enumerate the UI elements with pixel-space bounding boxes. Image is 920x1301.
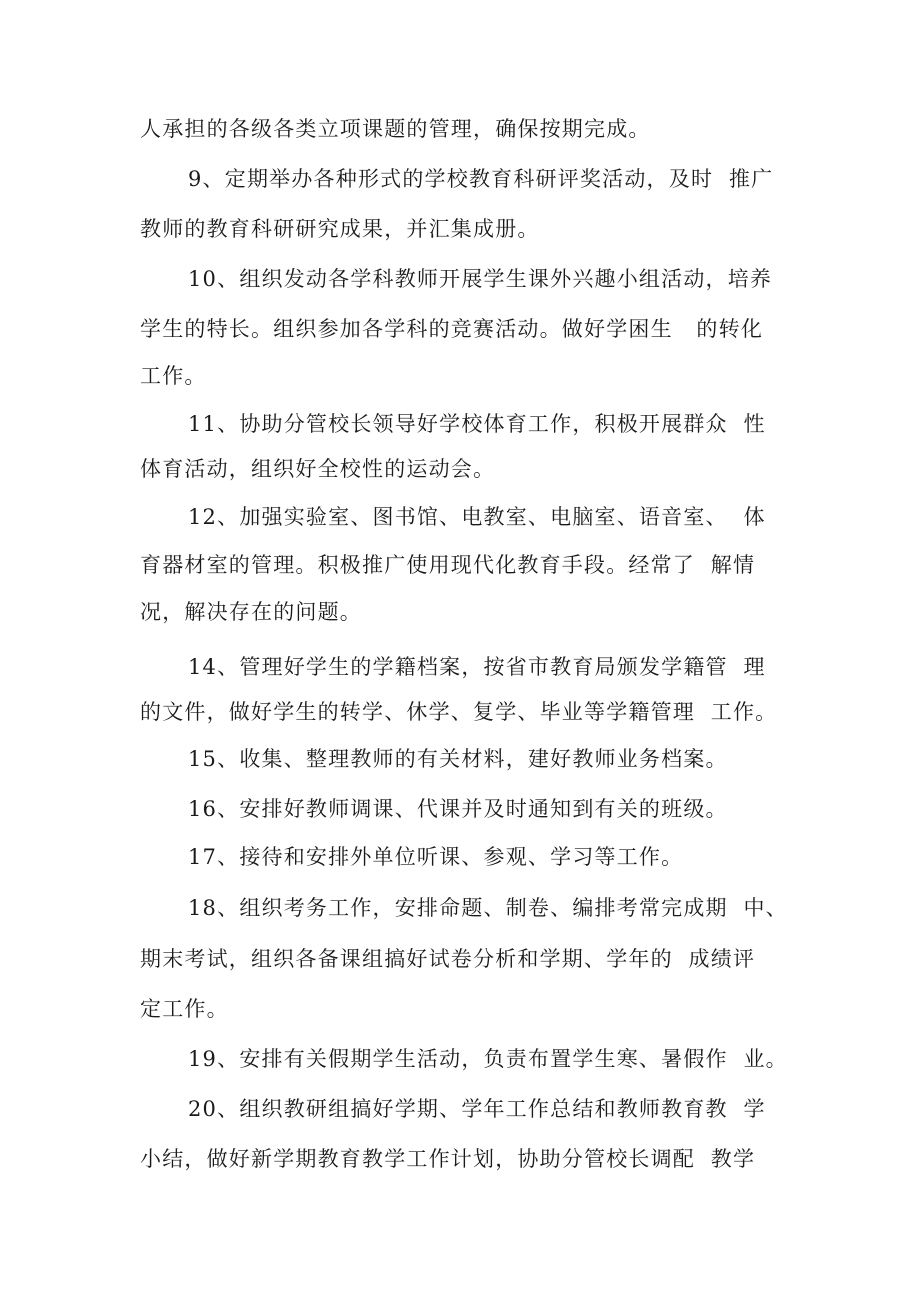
text-line: 18、组织考务工作，安排命题、制卷、编排考常完成期 中、 <box>188 896 788 920</box>
text-line: 20、组织教研组搞好学期、学年工作总结和教师教育教 学 <box>188 1097 766 1121</box>
text-line: 体育活动，组织好全校性的运动会。 <box>140 457 496 481</box>
text-line: 12、加强实验室、图书馆、电教室、电脑室、语音室、 体 <box>188 505 766 529</box>
text-line: 的文件，做好学生的转学、休学、复学、毕业等学籍管理 工作。 <box>140 700 778 724</box>
text-line: 9、定期举办各种形式的学校教育科研评奖活动，及时 推广 <box>188 167 774 191</box>
text-line: 14、管理好学生的学籍档案，按省市教育局颁发学籍管 理 <box>188 655 766 679</box>
text-line: 人承担的各级各类立项课题的管理，确保按期完成。 <box>140 117 651 141</box>
text-line: 教师的教育科研研究成果，并汇集成册。 <box>140 217 540 241</box>
text-line: 学生的特长。组织参加各学科的竞赛活动。做好学困生 的转化 <box>140 317 764 341</box>
text-line: 期末考试，组织各备课组搞好试卷分析和学期、学年的 成绩评 <box>140 947 756 971</box>
text-line: 小结，做好新学期教育教学工作计划，协助分管校长调配 教学 <box>140 1147 756 1171</box>
text-line: 17、接待和安排外单位听课、参观、学习等工作。 <box>188 845 684 869</box>
text-line: 16、安排好教师调课、代课并及时通知到有关的班级。 <box>188 797 728 821</box>
text-line: 况，解决存在的问题。 <box>140 600 362 624</box>
text-line: 育器材室的管理。积极推广使用现代化教育手段。经常了 解情 <box>140 553 756 577</box>
text-line: 11、协助分管校长领导好学校体育工作，积极开展群众 性 <box>188 412 766 436</box>
text-line: 15、收集、整理教师的有关材料，建好教师业务档案。 <box>188 747 728 771</box>
text-line: 定工作。 <box>140 997 229 1021</box>
text-line: 10、组织发动各学科教师开展学生课外兴趣小组活动，培养 <box>188 267 773 291</box>
text-line: 工作。 <box>140 364 207 388</box>
text-line: 19、安排有关假期学生活动，负责布置学生寒、暑假作 业。 <box>188 1047 788 1071</box>
